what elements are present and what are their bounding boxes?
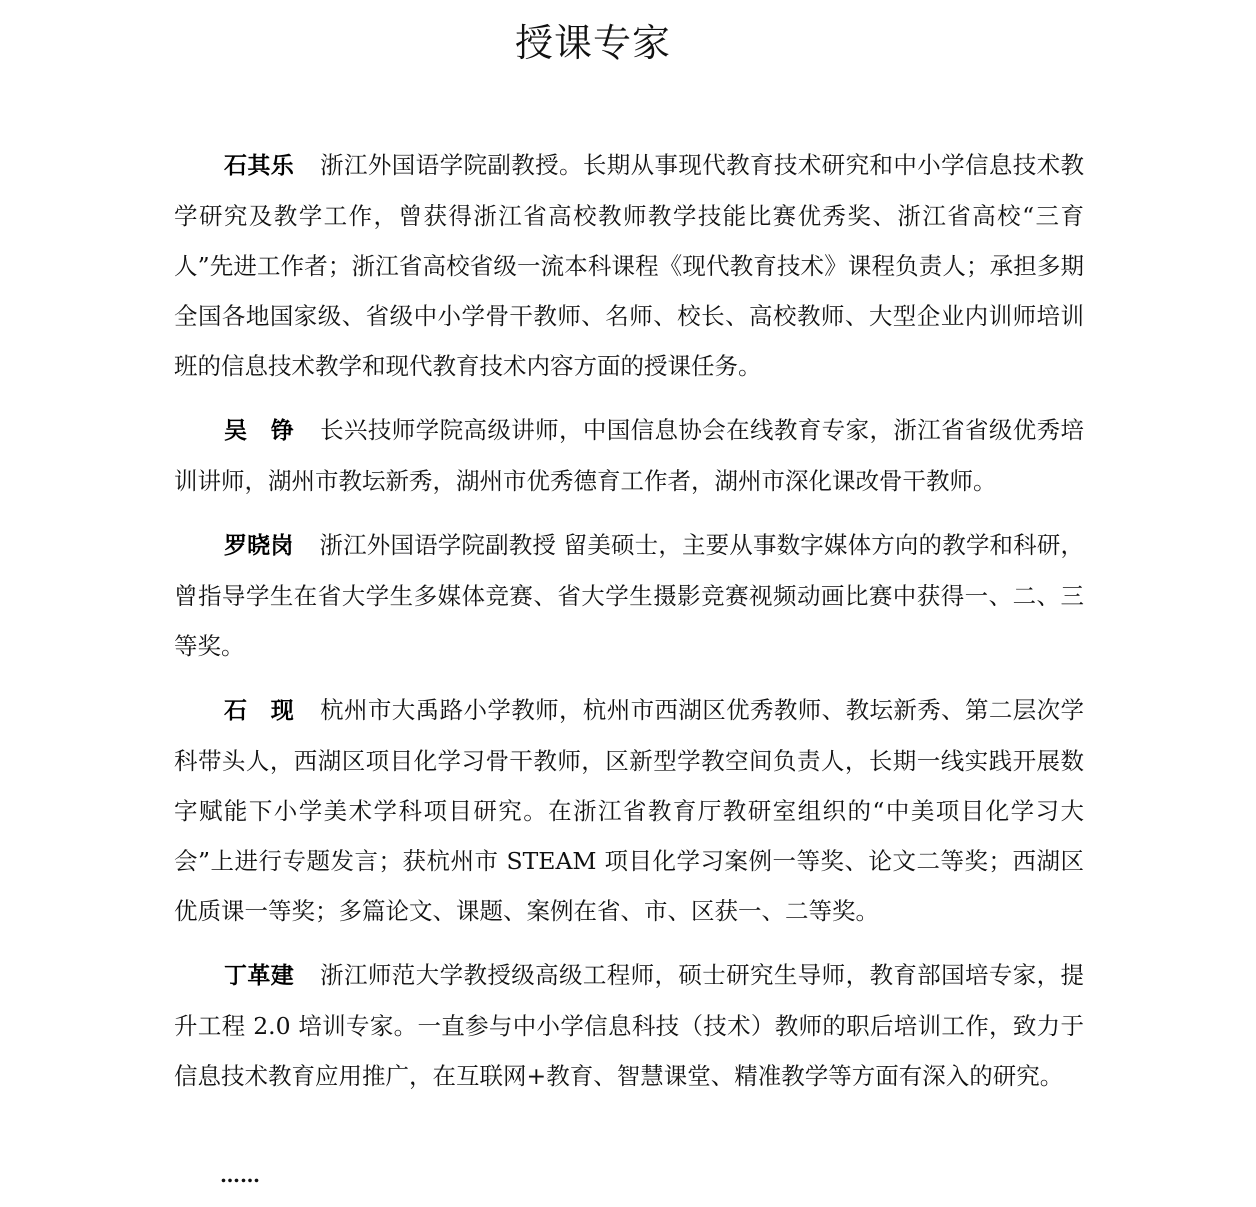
expert-bio: 浙江外国语学院副教授。长期从事现代教育技术研究和中小学信息技术教学研究及教学工作，曾获得浙江省高校教师教学技能比赛优秀奖、浙江省高校“三育人”先进工作者；浙江省高校省级一流本科课程《现代教育技术》课程负责人；承担多期全国各地国家级、省级中小学骨干教师、名师、校长、高校教师、大型企业内训师培训班的信息技术教学和现代教育技术内容方面的授课任务。 [174, 151, 1085, 380]
expert-bio: 浙江外国语学院副教授 留美硕士，主要从事数字媒体方向的教学和科研，曾指导学生在省大学生多媒体竞赛、省大学生摄影竞赛视频动画比赛中获得一、二、三等奖。 [174, 531, 1084, 660]
page-title: 授课专家 [514, 21, 671, 65]
more-ellipsis: …… [220, 1163, 260, 1187]
expert-entry [174, 140, 1084, 391]
expert-entry [174, 950, 1084, 1101]
expert-entry [174, 520, 1084, 671]
expert-entry [174, 685, 1084, 936]
expert-bio: 长兴技师学院高级讲师，中国信息协会在线教育专家，浙江省省级优秀培训讲师，湖州市教坛新秀，湖州市优秀德育工作者，湖州市深化课改骨干教师。 [174, 416, 1085, 495]
expert-name: 石 现 [224, 698, 295, 724]
expert-name: 罗晓岗 [224, 533, 294, 559]
expert-entry [174, 405, 1084, 506]
expert-list [174, 140, 1084, 1115]
expert-bio: 杭州市大禹路小学教师，杭州市西湖区优秀教师、教坛新秀、第二层次学科带头人，西湖区项目化学习骨干教师，区新型学教空间负责人，长期一线实践开展数字赋能下小学美术学科项目研究。在浙江省教育厅教研室组织的“中美项目化学习大会”上进行专题发言；获杭州市 STEAM 项目化学习案例一等奖、论文二等奖；西湖区优质课一等奖；多篇论文、课题、案例在省、市、区获一、二等奖。 [174, 696, 1085, 925]
expert-name: 丁革建 [224, 963, 295, 989]
expert-bio: 浙江师范大学教授级高级工程师，硕士研究生导师，教育部国培专家，提升工程 2.0 培训专家。一直参与中小学信息科技（技术）教师的职后培训工作，致力于信息技术教育应用推广，在互联网+教育、智慧课堂、精准教学等方面有深入的研究。 [174, 961, 1085, 1090]
expert-name: 石其乐 [224, 153, 295, 179]
expert-name: 吴 铮 [224, 418, 295, 444]
